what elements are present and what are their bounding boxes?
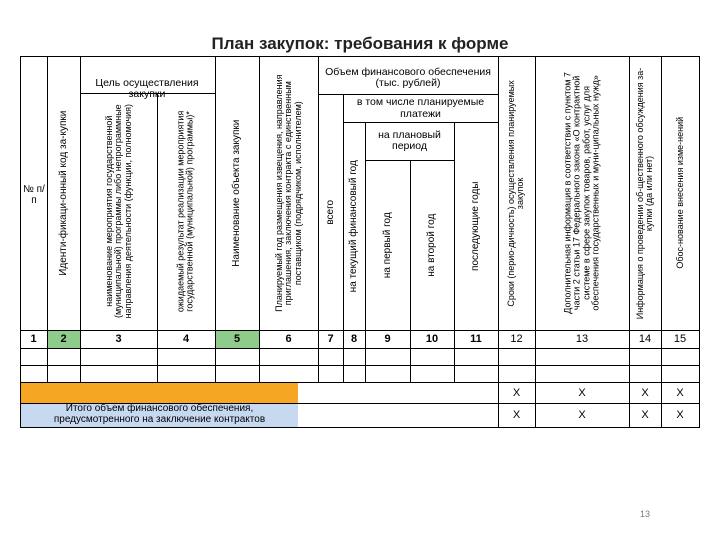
header-row-number: № п/п xyxy=(23,184,45,206)
header-planned-period: на плановый период xyxy=(378,128,441,152)
x-mark: X xyxy=(641,386,649,399)
header-program-event: наименование мероприятия государственной (муниципальной) программы либо непрограммные направления деятельности (функции, полномочия) xyxy=(103,104,133,319)
header-financial-volume: Объем финансового обеспечения (тыс. рублей) xyxy=(325,65,491,89)
x-mark: X xyxy=(512,386,521,399)
header-public-discussion: Информация о проведении об-щественного обсуждения за-купки (да или нет) xyxy=(634,67,654,319)
header-including-payments: в том числе планируемые платежи xyxy=(356,96,485,120)
header-identification-code: Иденти-фикаци-онный код за-купки xyxy=(57,110,69,276)
header-expected-result: ожидаемый результат реализации мероприятия государственной (муниципальной) программы)* xyxy=(175,110,195,313)
column-number: 11 xyxy=(470,333,482,345)
table-border-right xyxy=(699,56,700,428)
column-number: 15 xyxy=(673,333,687,345)
header-change-justification: Обос-нование внесения изме-нений xyxy=(674,117,685,269)
table-border-left xyxy=(20,56,21,428)
header-planned-year: Планируемый год размещения извещения, направления приглашения, заключения контракта с единственным поставщиком (подрядчиком, исполнителем) xyxy=(273,74,303,312)
column-number: 1 xyxy=(30,333,37,345)
x-mark: X xyxy=(578,386,586,399)
x-mark: X xyxy=(512,409,521,421)
x-mark: X xyxy=(676,386,684,399)
column-number: 12 xyxy=(510,333,523,345)
column-number: 13 xyxy=(575,333,589,345)
x-mark: X xyxy=(676,409,684,421)
column-number: 3 xyxy=(115,333,122,345)
page-title: План закупок: требования к форме xyxy=(211,34,509,53)
total-row-label: Итого объем финансового обеспечения, предусмотренного на заключение контрактов xyxy=(53,403,266,425)
hline-volume xyxy=(318,94,498,95)
table-border-bottom xyxy=(20,427,700,428)
hline-row1 xyxy=(20,365,700,366)
procurement-plan-table xyxy=(20,56,700,430)
header-second-year: на второй год xyxy=(425,213,437,277)
hline-numbers-bottom xyxy=(20,348,700,349)
x-mark: X xyxy=(578,409,586,421)
x-mark: X xyxy=(641,409,649,421)
column-number: 8 xyxy=(350,333,358,345)
header-procurement-periodicity: Сроки (перио-дичность) осуществления планируемых закупок xyxy=(506,79,526,307)
orange-row-fill xyxy=(20,382,298,403)
column-number: 5 xyxy=(233,333,241,345)
column-number: 4 xyxy=(182,333,190,345)
header-procurement-object: Наименование объекта закупки xyxy=(230,119,242,267)
column-number: 6 xyxy=(285,333,292,345)
column-number: 14 xyxy=(638,333,652,345)
column-number: 10 xyxy=(425,333,439,345)
header-purpose: Цель осуществления закупки xyxy=(95,76,199,100)
column-number: 9 xyxy=(384,333,391,345)
column-number: 7 xyxy=(327,333,334,345)
header-first-year: на первый год xyxy=(381,212,393,278)
header-additional-info: Дополнительная информация в соответствии с пунктом 7 части 2 статьи 17 Федерального закона «О контрактной системе в сфере закупок товаров, работ, услуг для обеспечения государственных и муни-ципальных нужд» xyxy=(562,72,601,314)
column-number: 2 xyxy=(60,333,67,345)
header-current-year: на текущий финансовый год xyxy=(347,159,359,293)
page-number: 13 xyxy=(640,509,651,519)
header-total: всего xyxy=(324,199,336,225)
header-subsequent-years: последующие годы xyxy=(469,181,481,271)
